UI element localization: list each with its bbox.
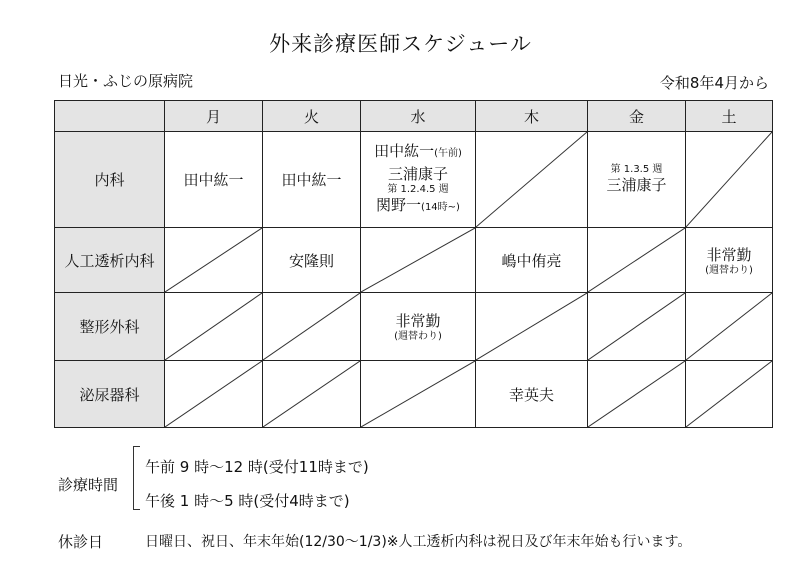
- cell-seikei-wed: [361, 293, 476, 361]
- empty-slash: [476, 132, 587, 227]
- effective-date: 令和8年4月から: [659, 74, 769, 92]
- table-row: [55, 293, 773, 361]
- doctor-name: 田中紘一: [374, 142, 435, 160]
- header-day-wed: 水: [361, 101, 476, 132]
- table-row: [55, 361, 773, 428]
- hours-morning: 午前 9 時～12 時(受付11時まで): [145, 458, 369, 476]
- doctor-name: 非常勤: [395, 312, 441, 330]
- table-row: [55, 132, 773, 228]
- table-header-row: [55, 101, 773, 132]
- page-title: 外来診療医師スケジュール: [269, 32, 532, 56]
- header-day-thu: 木: [476, 101, 588, 132]
- cell-seikei-mon: [165, 293, 263, 361]
- empty-slash: [263, 293, 360, 360]
- dept-name-hinyo: 泌尿器科: [55, 361, 165, 428]
- hours-afternoon: 午後 1 時～5 時(受付4時まで): [145, 492, 350, 510]
- doctor-name: 三浦康子: [606, 176, 667, 194]
- header-day-mon: 月: [165, 101, 263, 132]
- empty-slash: [476, 293, 587, 360]
- cell-naika-sat: [686, 132, 773, 228]
- week-note: 第 1.3.5 週: [610, 164, 663, 175]
- rotation-note: (週替わり): [394, 331, 442, 342]
- cell-naika-fri: [588, 132, 686, 228]
- empty-slash: [165, 228, 262, 292]
- doctor-name: 非常勤: [706, 245, 752, 264]
- doctor-name: 田中紘一: [183, 171, 244, 189]
- cell-seikei-tue: [263, 293, 361, 361]
- empty-slash: [588, 228, 685, 292]
- header-corner-cell: [55, 101, 165, 132]
- dept-name-naika: 内科: [55, 132, 165, 228]
- hours-label: 診療時間: [58, 476, 119, 494]
- cell-naika-thu: [476, 132, 588, 228]
- cell-seikei-sat: [686, 293, 773, 361]
- dept-name-seikei: 整形外科: [55, 293, 165, 361]
- closed-days-label: 休診日: [58, 533, 104, 551]
- empty-slash: [686, 361, 772, 427]
- dept-name-jinko: 人工透析内科: [55, 228, 165, 293]
- cell-hinyo-tue: [263, 361, 361, 428]
- schedule-table: [54, 100, 773, 428]
- time-note: (14時~): [421, 202, 460, 213]
- cell-naika-wed: [361, 132, 476, 228]
- cell-naika-tue: [263, 132, 361, 228]
- table-row: [55, 228, 773, 293]
- doctor-name: 三浦康子: [387, 165, 448, 183]
- empty-slash: [361, 228, 475, 292]
- clinic-name: 日光・ふじの原病院: [58, 72, 194, 90]
- doctor-name: 幸英夫: [508, 385, 554, 404]
- doctor-name: 嶋中侑亮: [501, 251, 562, 270]
- cell-hinyo-mon: [165, 361, 263, 428]
- doctor-name: 安隆則: [288, 251, 334, 270]
- cell-seikei-fri: [588, 293, 686, 361]
- cell-hinyo-wed: [361, 361, 476, 428]
- header-day-sat: 土: [686, 101, 773, 132]
- cell-jinko-tue: [263, 228, 361, 293]
- empty-slash: [263, 361, 360, 427]
- rotation-note: (週替わり): [705, 264, 753, 276]
- cell-hinyo-thu: [476, 361, 588, 428]
- cell-jinko-mon: [165, 228, 263, 293]
- doctor-name: 関野一: [376, 196, 422, 214]
- cell-seikei-thu: [476, 293, 588, 361]
- closed-days-text: 日曜日、祝日、年末年始(12/30～1/3)※人工透析内科は祝日及び年末年始も行います。: [145, 534, 692, 550]
- cell-hinyo-fri: [588, 361, 686, 428]
- cell-jinko-fri: [588, 228, 686, 293]
- cell-jinko-thu: [476, 228, 588, 293]
- empty-slash: [165, 293, 262, 360]
- empty-slash: [588, 293, 685, 360]
- cell-jinko-sat: [686, 228, 773, 293]
- cell-naika-mon: [165, 132, 263, 228]
- hours-bracket: [133, 446, 140, 510]
- empty-slash: [686, 132, 772, 227]
- empty-slash: [588, 361, 685, 427]
- header-day-fri: 金: [588, 101, 686, 132]
- cell-hinyo-sat: [686, 361, 773, 428]
- time-note: (午前): [434, 148, 462, 159]
- empty-slash: [361, 361, 475, 427]
- empty-slash: [165, 361, 262, 427]
- cell-jinko-wed: [361, 228, 476, 293]
- doctor-name: 田中紘一: [281, 171, 342, 189]
- week-note: 第 1.2.4.5 週: [387, 184, 449, 195]
- header-day-tue: 火: [263, 101, 361, 132]
- empty-slash: [686, 293, 772, 360]
